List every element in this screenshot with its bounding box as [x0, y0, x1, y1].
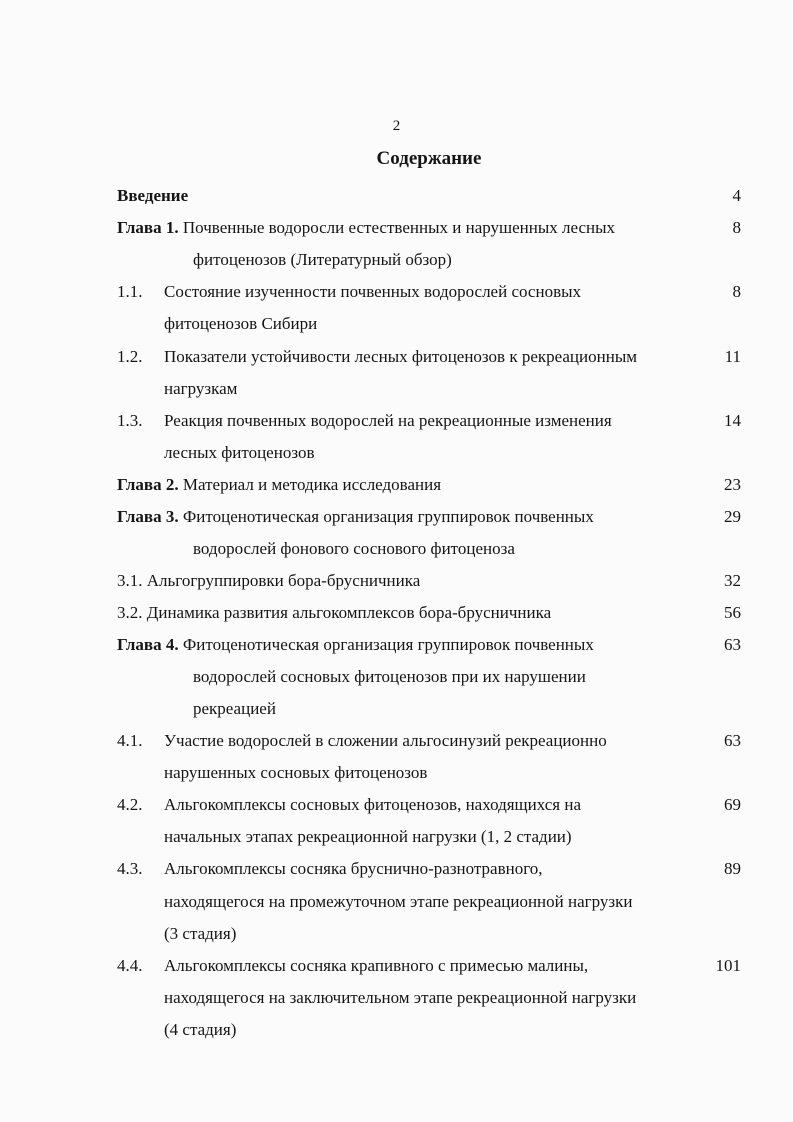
toc-ch4-line3: рекреацией	[193, 699, 276, 718]
toc-3-1-line1: 3.1. Альгогруппировки бора-брусничника	[117, 571, 421, 590]
toc-1-2-line2: нагрузкам	[164, 379, 238, 398]
toc-ch2-page: 23	[724, 475, 741, 494]
toc-4-1-line2: нарушенных сосновых фитоценозов	[164, 763, 428, 782]
toc-1-2-line1: Показатели устойчивости лесных фитоценозов к рекреационным	[164, 347, 638, 366]
toc-4-3-line2: находящегося на промежуточном этапе рекреационной нагрузки	[164, 892, 633, 911]
toc-4-3-line3: (3 стадия)	[164, 924, 237, 943]
toc-ch1-prefix: Глава 1.	[117, 218, 179, 237]
toc-ch2-line1	[117, 469, 441, 501]
toc-ch1-text: Почвенные водоросли естественных и нарушенных лесных	[182, 218, 616, 237]
toc-ch3-page: 29	[724, 507, 741, 526]
toc-1-1-line2: фитоценозов Сибири	[164, 314, 318, 333]
toc-ch2-text: Материал и методика исследования	[182, 475, 442, 494]
toc-3-2-page: 56	[724, 603, 741, 622]
toc-1-1-line1: Состояние изученности почвенных водорослей сосновых	[164, 282, 582, 301]
toc-intro-page: 4	[732, 186, 741, 205]
toc-4-3-line1: Альгокомплексы сосняка бруснично-разнотравного,	[164, 859, 543, 878]
toc-intro-label: Введение	[117, 186, 189, 205]
toc-ch4-page: 63	[724, 635, 741, 654]
toc-ch4-prefix: Глава 4.	[117, 635, 179, 654]
toc-ch4-text: Фитоценотическая организация группировок почвенных	[182, 635, 594, 654]
toc-ch1-page: 8	[732, 218, 741, 237]
toc-3-1-page: 32	[724, 571, 741, 590]
toc-4-2-line1: Альгокомплексы сосновых фитоценозов, находящихся на	[164, 795, 582, 814]
page-number: 2	[392, 118, 401, 134]
toc-ch3-prefix: Глава 3.	[117, 507, 179, 526]
toc-ch4-line2: водорослей сосновых фитоценозов при их нарушении	[193, 667, 586, 686]
toc-1-2-number: 1.2.	[117, 347, 143, 366]
toc-4-4-number: 4.4.	[117, 956, 143, 975]
toc-ch3-line2: водорослей фонового соснового фитоценоза	[193, 539, 515, 558]
toc-4-1-number: 4.1.	[117, 731, 143, 750]
toc-ch1-line1	[117, 212, 615, 244]
toc-ch1-line2: фитоценозов (Литературный обзор)	[193, 250, 452, 269]
toc-4-1-page: 63	[724, 731, 741, 750]
toc-4-2-line2: начальных этапах рекреационной нагрузки (1, 2 стадии)	[164, 827, 572, 846]
toc-4-4-page: 101	[715, 956, 741, 975]
toc-4-2-number: 4.2.	[117, 795, 143, 814]
toc-4-2-page: 69	[724, 795, 741, 814]
toc-1-3-number: 1.3.	[117, 411, 143, 430]
toc-1-3-page: 14	[724, 411, 741, 430]
toc-ch2-prefix: Глава 2.	[117, 475, 179, 494]
toc-ch4-line1	[117, 629, 594, 661]
toc-1-2-page: 11	[724, 347, 741, 366]
toc-4-3-page: 89	[724, 859, 741, 878]
toc-ch3-text: Фитоценотическая организация группировок почвенных	[182, 507, 594, 526]
toc-1-1-number: 1.1.	[117, 282, 143, 301]
toc-1-3-line2: лесных фитоценозов	[164, 443, 315, 462]
toc-1-3-line1: Реакция почвенных водорослей на рекреационные изменения	[164, 411, 612, 430]
toc-3-2-line1: 3.2. Динамика развития альгокомплексов бора-брусничника	[117, 603, 552, 622]
toc-ch3-line1	[117, 501, 594, 533]
toc-4-4-line3: (4 стадия)	[164, 1020, 237, 1039]
toc-1-1-page: 8	[732, 282, 741, 301]
toc-4-4-line1: Альгокомплексы сосняка крапивного с примесью малины,	[164, 956, 589, 975]
page-title: Содержание	[376, 148, 482, 169]
toc-4-4-line2: находящегося на заключительном этапе рекреационной нагрузки	[164, 988, 637, 1007]
toc-4-1-line1: Участие водорослей в сложении альгосинузий рекреационно	[164, 731, 607, 750]
toc-4-3-number: 4.3.	[117, 859, 143, 878]
